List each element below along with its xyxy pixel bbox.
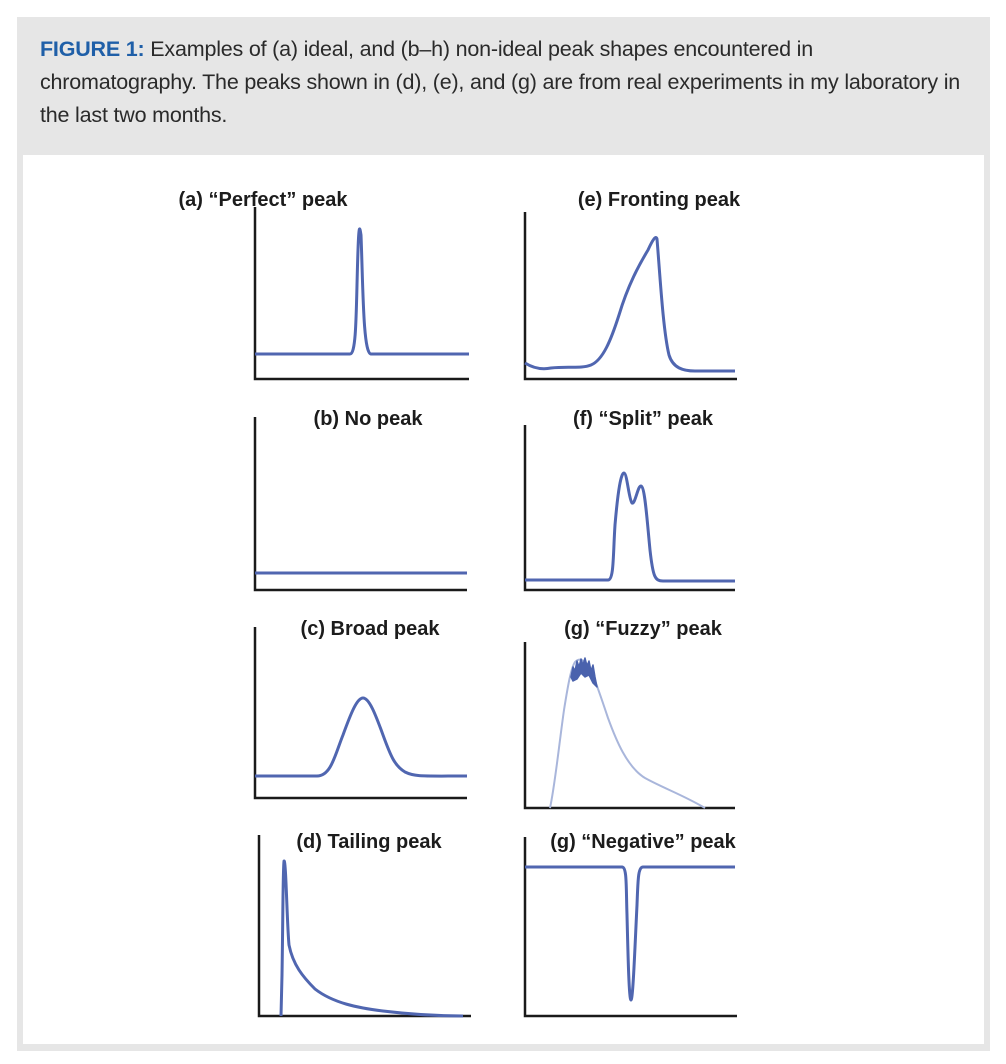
- panel-f-trace: [525, 473, 735, 581]
- figure-caption: [40, 33, 970, 132]
- panel-f-title: (f) “Split” peak: [572, 408, 714, 430]
- panel-g2-axes: [525, 837, 737, 1016]
- panel-d-axes: [259, 835, 471, 1016]
- panel-c-title: (c) Broad peak: [300, 618, 440, 640]
- panel-d: [259, 831, 471, 1016]
- peak-shapes-diagram: [23, 155, 984, 1044]
- figure-plot-area: [23, 155, 984, 1044]
- panel-d-title: (d) Tailing peak: [296, 831, 442, 853]
- panel-g2: [525, 831, 737, 1016]
- panel-a-title: (a) “Perfect” peak: [178, 189, 348, 211]
- panel-g1-title: (g) “Fuzzy” peak: [564, 618, 722, 640]
- panel-e-trace: [525, 237, 735, 371]
- panel-a-trace: [255, 229, 469, 354]
- panel-e: [525, 189, 741, 379]
- panel-e-title: (e) Fronting peak: [577, 189, 741, 211]
- panel-g1-axes: [525, 642, 735, 808]
- panel-g2-trace: [525, 867, 735, 1000]
- panel-c: [255, 618, 467, 798]
- panel-f-axes: [525, 425, 735, 590]
- caption-text: Examples of (a) ideal, and (b–h) non-ideal peak shapes encountered in chromatography. The peaks shown in (d), (e), and (g) are from real experiments in my laboratory in the last two months.: [40, 37, 961, 127]
- panel-b: [255, 408, 467, 590]
- panel-f: [525, 408, 735, 590]
- panel-d-trace: [281, 861, 463, 1016]
- panel-b-title: (b) No peak: [313, 408, 423, 430]
- caption-label: FIGURE 1:: [40, 37, 145, 61]
- panel-g1-trace: [550, 660, 705, 808]
- panel-e-axes: [525, 212, 737, 379]
- panel-g1: [525, 618, 735, 808]
- panel-c-trace: [255, 698, 467, 776]
- panel-g2-title: (g) “Negative” peak: [550, 831, 736, 853]
- panel-b-axes: [255, 417, 467, 590]
- panel-a: [179, 189, 469, 379]
- panel-c-axes: [255, 627, 467, 798]
